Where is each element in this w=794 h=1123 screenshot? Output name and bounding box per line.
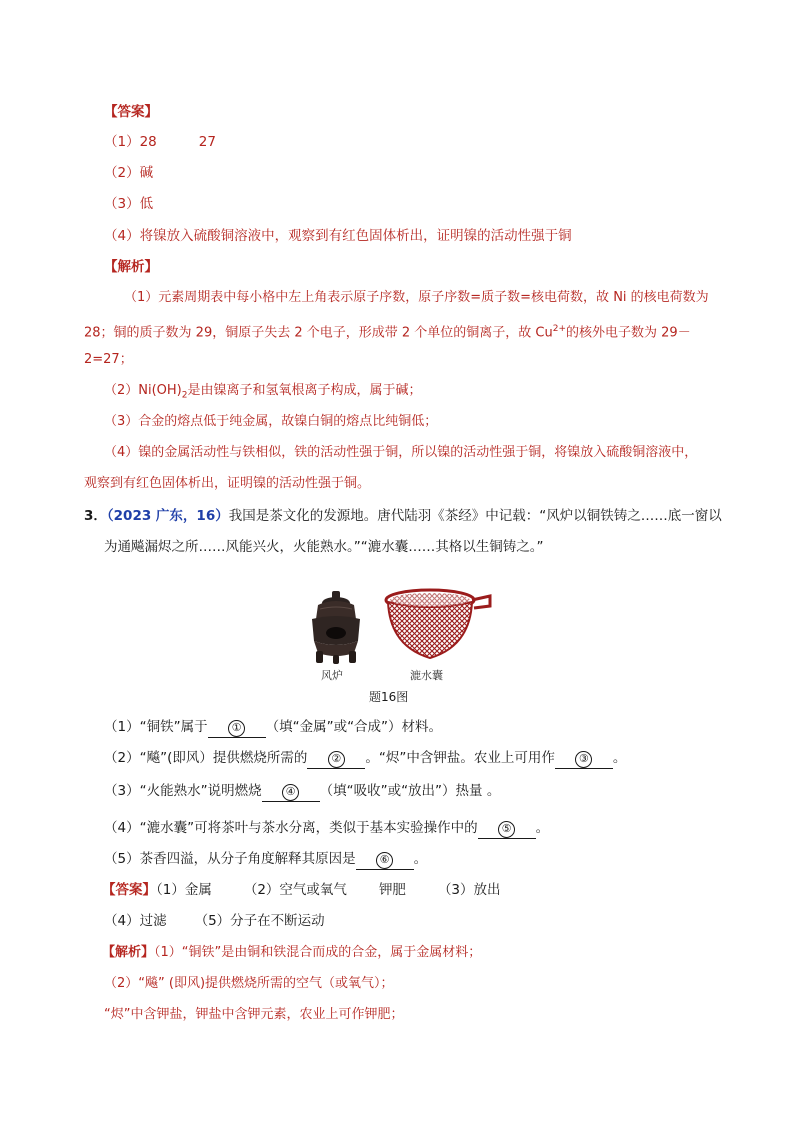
blank-2: ②	[307, 748, 365, 769]
analysis-line: （1）元素周期表中每小格中左上角表示原子序数，原子序数=质子数=核电荷数，故 Ni 的核电荷数为	[124, 290, 709, 305]
answer-4: （4）将镍放入硫酸铜溶液中，观察到有红色固体析出，证明镍的活动性强于铜	[104, 228, 572, 244]
blank-6: ⑥	[356, 849, 414, 870]
figure-caption: 题16图	[369, 690, 409, 704]
blank-3: ③	[555, 748, 613, 769]
answer-2: （2）碱	[104, 165, 154, 181]
q3-analysis-line2: （2）“飚” (即风)提供燃烧所需的空气（或氧气）；	[104, 976, 394, 991]
q3-answer-line1: 【答案】（1）金属 （2）空气或氧气 钾肥 （3）放出	[102, 882, 501, 898]
answer-1: （1）28 27	[104, 134, 216, 150]
answer-header: 【答案】	[104, 104, 158, 120]
wind-stove-label: 风炉	[321, 669, 343, 682]
q3-analysis-line3: “烬”中含钾盐，钾盐中含钾元素，农业上可作钾肥；	[104, 1007, 404, 1022]
part-1: （1）“铜铁”属于 ① （填“金属”或“合成”）材料。	[104, 717, 442, 738]
water-filter-bag-image	[382, 586, 494, 664]
wind-stove-image	[296, 585, 376, 665]
analysis-line: 2=27；	[84, 352, 133, 367]
q3-answer-line2: （4）过滤 （5）分子在不断运动	[104, 913, 325, 929]
analysis-line: （3）合金的熔点低于纯金属，故镍白铜的熔点比纯铜低；	[104, 414, 438, 429]
analysis-header: 【解析】	[104, 259, 158, 275]
part-2: （2）“飚”(即风）提供燃烧所需的 ② 。“烬”中含钾盐。农业上可用作 ③ 。	[104, 748, 626, 769]
analysis-line: 28；铜的质子数为 29，铜原子失去 2 个电子，形成带 2 个单位的铜离子，故 $Cu^{2+}$的核外电子数为 29－	[84, 324, 691, 341]
water-filter-bag-label: 漉水囊	[410, 669, 443, 682]
part-4: （4）“漉水囊”可将茶叶与茶水分离，类似于基本实验操作中的 ⑤ 。	[104, 818, 549, 839]
answer-3: （3）低	[104, 196, 154, 212]
question-3-stem-line2: 为通飚漏烬之所……风能兴火，火能熟水。”“漉水囊……其格以生铜铸之。”	[104, 539, 544, 555]
analysis-line: $(2)Ni(OH)_2$是由镍离子和氢氧根离子构成，属于碱；	[104, 383, 422, 401]
question-3-stem: 3．（2023 广东，16）我国是茶文化的发源地。唐代陆羽《茶经》中记载：“风炉以铜铁铸之……底一窗以	[84, 508, 722, 524]
q3-analysis-line1: 【解析】（1）“铜铁”是由铜和铁混合而成的合金，属于金属材料；	[102, 945, 482, 960]
analysis-line: 观察到有红色固体析出，证明镍的活动性强于铜。	[84, 476, 371, 491]
blank-5: ⑤	[478, 818, 536, 839]
blank-1: ①	[208, 717, 266, 738]
part-3: （3）“火能熟水”说明燃烧 ④ （填“吸收”或“放出”）热量 。	[104, 781, 500, 802]
blank-4: ④	[262, 781, 320, 802]
part-5: （5）茶香四溢，从分子角度解释其原因是 ⑥ 。	[104, 849, 427, 870]
analysis-line: （4）镍的金属活动性与铁相似，铁的活动性强于铜，所以镍的活动性强于铜，将镍放入硫酸铜溶液中，	[104, 445, 698, 460]
